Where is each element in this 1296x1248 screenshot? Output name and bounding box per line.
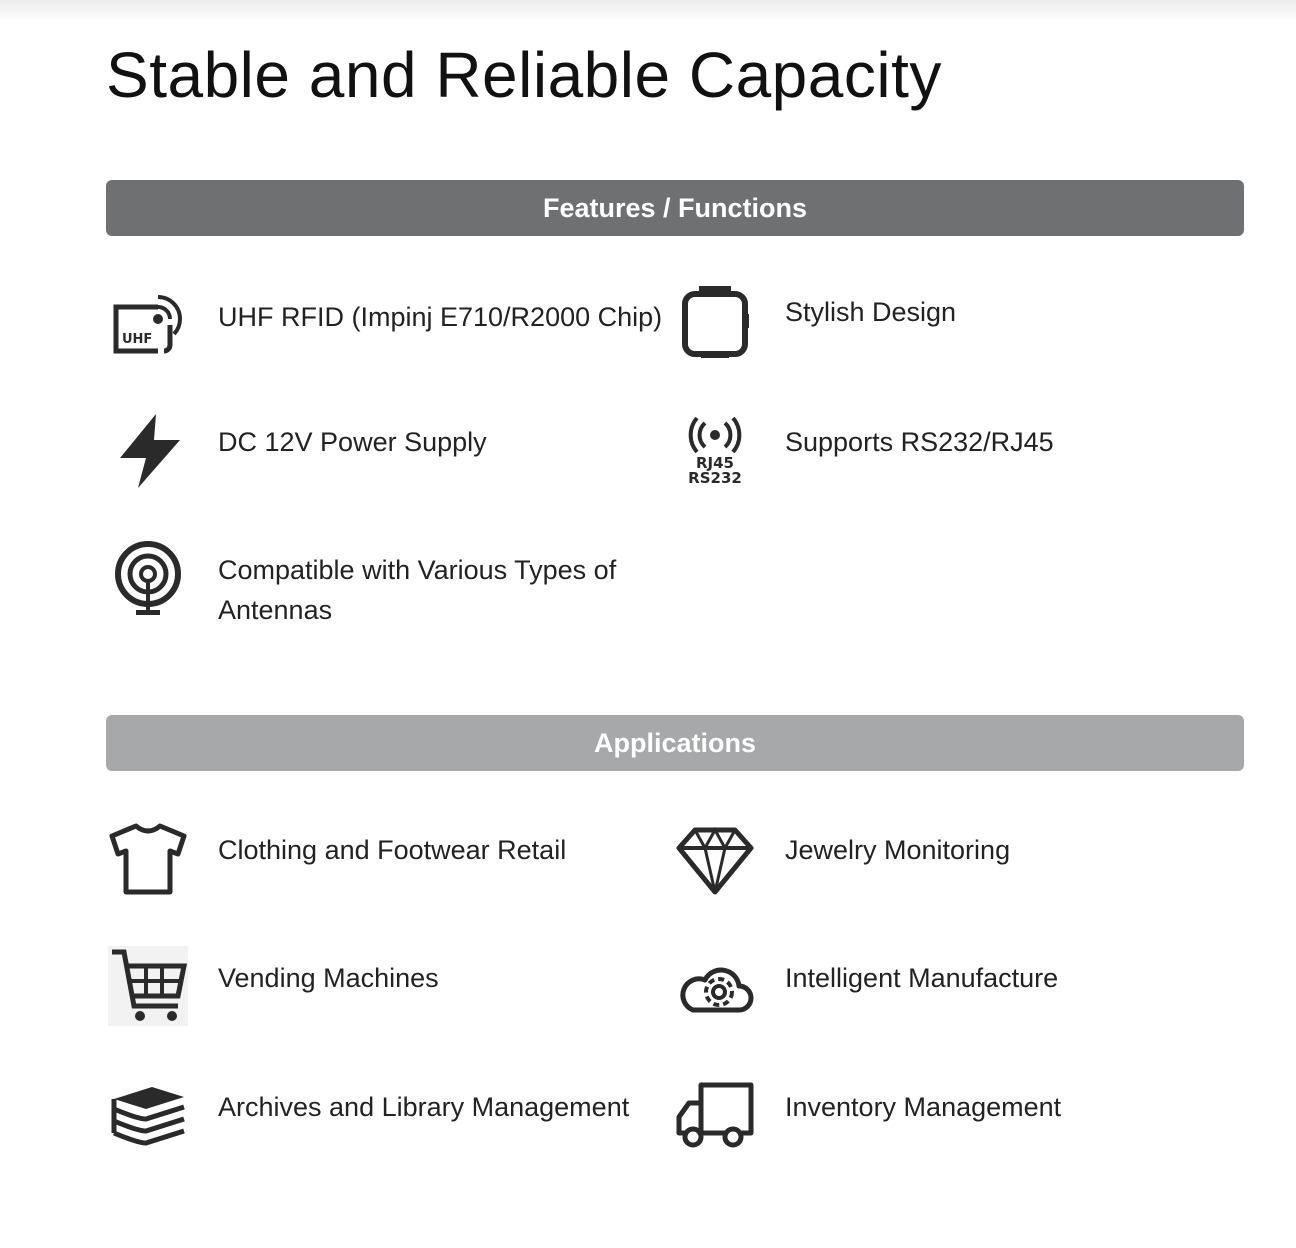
port-signal-icon [675,410,755,490]
feature-label: DC 12V Power Supply [218,427,487,457]
application-item-archives [108,1075,630,1165]
tshirt-icon [108,818,188,898]
cart-icon [108,946,188,1026]
rj45-text: RJ45 [695,454,735,472]
application-label: Jewelry Monitoring [785,835,1011,865]
cloud-gear-icon [675,946,755,1026]
antenna-icon [108,538,188,618]
application-label: Vending Machines [218,963,439,993]
application-item-manufacture [675,946,1125,1036]
feature-label: Compatible with Various Types of Antennas [218,555,617,625]
feature-item-power-supply [108,410,558,500]
feature-item-rs232-rj45 [675,410,1125,500]
feature-item-stylish-design [675,280,1125,370]
top-shadow [0,0,1296,22]
application-label: Inventory Management [785,1092,1062,1122]
feature-label: Stylish Design [785,297,957,327]
uhf-icon-text: UHF [122,332,153,347]
application-label: Archives and Library Management [218,1092,630,1122]
application-item-clothing [108,818,567,908]
application-item-jewelry [675,818,1125,908]
rs232-text: RS232 [688,469,742,487]
application-label: Clothing and Footwear Retail [218,835,567,865]
features-header-bar: Features / Functions [106,180,1244,236]
application-label: Intelligent Manufacture [785,963,1059,993]
applications-header-bar: Applications [106,715,1244,771]
application-item-vending [108,946,558,1036]
application-item-inventory [675,1075,1125,1165]
diamond-icon [675,818,755,898]
feature-item-uhf-rfid [108,285,663,375]
feature-item-antennas [108,538,617,628]
feature-label: UHF RFID (Impinj E710/R2000 Chip) [218,302,663,332]
books-icon [108,1075,188,1155]
feature-label: Supports RS232/RJ45 [785,427,1054,457]
lightning-icon [108,410,188,490]
page-title: Stable and Reliable Capacity [106,39,942,111]
device-icon [675,280,755,360]
uhf-icon [108,285,188,365]
truck-icon [675,1075,755,1155]
